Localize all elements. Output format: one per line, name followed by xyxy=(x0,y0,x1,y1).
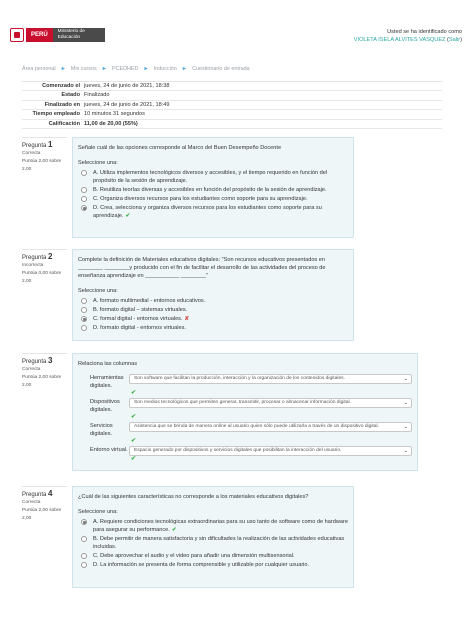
question-number: 4 xyxy=(48,489,53,498)
summary-value: jueves, 24 de junio de 2021, 18:49 xyxy=(84,101,170,108)
radio-button-selected[interactable] xyxy=(81,519,87,525)
radio-button[interactable] xyxy=(81,196,87,202)
user-info: Usted se ha identificado como VIOLETA ISELA ALVITES VASQUEZ (Salir) xyxy=(353,29,462,43)
page-header xyxy=(0,0,474,62)
correct-check-icon: ✔ xyxy=(171,527,177,533)
breadcrumb-separator-icon: ► xyxy=(101,66,108,72)
question-label: Pregunta xyxy=(22,143,47,149)
shield-icon xyxy=(10,28,24,42)
answer-option[interactable] xyxy=(78,306,348,314)
chevron-down-icon: ⌄ xyxy=(403,400,408,406)
summary-value: Finalizado xyxy=(84,92,110,99)
answer-option[interactable] xyxy=(78,535,348,551)
question-text: Señale cuál de las opciones corresponde al Marco del Buen Desempeño Docente xyxy=(78,145,282,151)
summary-key: Comenzado el xyxy=(42,83,80,89)
breadcrumb-item[interactable]: Cuestionario de entrada xyxy=(192,66,250,72)
summary-key: Finalizado en xyxy=(44,101,80,108)
summary-row xyxy=(22,110,442,119)
option-text: D. La información se presenta de forma comprensible y utilizable por cualquier usuario. xyxy=(93,562,310,568)
question-label: Pregunta xyxy=(22,255,47,261)
match-select[interactable] xyxy=(129,374,412,384)
select-label: Seleccione una: xyxy=(78,160,118,166)
incorrect-x-icon: ✘ xyxy=(184,316,190,322)
chevron-down-icon: ⌄ xyxy=(403,448,408,454)
question-score: Puntúa 2,00 sobre 2,00 xyxy=(22,375,62,388)
radio-button[interactable] xyxy=(81,325,87,331)
question-info xyxy=(22,353,67,390)
select-label: Seleccione una: xyxy=(78,509,118,515)
correct-check-icon: ✔ xyxy=(131,414,137,420)
match-select[interactable] xyxy=(129,422,412,432)
minedu-logo[interactable] xyxy=(10,28,105,42)
answer-option[interactable] xyxy=(78,204,348,220)
match-label: Dispositivos digitales. xyxy=(90,399,120,413)
question-content xyxy=(72,137,354,238)
radio-button[interactable] xyxy=(81,307,87,313)
question-status: Correcta xyxy=(22,367,41,372)
question-content xyxy=(72,486,354,588)
correct-check-icon: ✔ xyxy=(131,438,137,444)
answer-option[interactable] xyxy=(78,186,348,194)
option-text: B. Reutiliza teorías diversas y accesibles en función del propósito de la sesión de aprendizaje. xyxy=(93,187,327,193)
match-row xyxy=(78,398,412,414)
attempt-summary xyxy=(22,81,442,129)
match-row xyxy=(78,374,412,390)
summary-key: Calificación xyxy=(48,120,80,127)
match-row xyxy=(78,446,412,456)
answer-option[interactable] xyxy=(78,518,348,534)
user-name-link[interactable]: VIOLETA ISELA ALVITES VASQUEZ xyxy=(353,37,446,43)
breadcrumb-item[interactable]: Inducción xyxy=(153,66,177,72)
match-select[interactable] xyxy=(129,446,412,456)
radio-button[interactable] xyxy=(81,562,87,568)
option-text: A. Requiere condiciones tecnológicas extraordinarias para su uso tanto de software como de hardware para asegurar su performance. xyxy=(93,519,348,533)
logout-link[interactable]: Salir xyxy=(448,37,461,43)
radio-button[interactable] xyxy=(81,298,87,304)
chevron-down-icon: ⌄ xyxy=(403,376,408,382)
radio-button-selected[interactable] xyxy=(81,316,87,322)
question-number: 3 xyxy=(48,356,53,365)
select-label: Seleccione una: xyxy=(78,288,118,294)
breadcrumb-separator-icon: ► xyxy=(181,66,188,72)
match-select[interactable] xyxy=(129,398,412,408)
match-label: Entorno virtual. xyxy=(90,447,128,453)
radio-button[interactable] xyxy=(81,536,87,542)
question-label: Pregunta xyxy=(22,359,47,365)
question-status: Incorrecta xyxy=(22,263,44,268)
answer-option[interactable] xyxy=(78,315,348,323)
option-text: A. Utiliza implementos tecnológicos diversos y accesibles, y el tiempo requerido en función del propósito de la sesión de aprendizaje. xyxy=(93,170,328,184)
match-label: Servicios digitales. xyxy=(90,423,113,437)
question-content xyxy=(72,249,354,341)
summary-key: Estado xyxy=(61,92,80,99)
question-number: 1 xyxy=(48,140,53,149)
option-text: C. formal digital - entornos virtuales. xyxy=(93,316,183,322)
question-status: Correcta xyxy=(22,151,41,156)
question-number: 2 xyxy=(48,252,53,261)
question-info xyxy=(22,486,67,523)
option-text: D. formato digital - entornos virtuales. xyxy=(93,325,186,331)
option-text: C. Organiza diversos recursos para los estudiantes como soporte para su aprendizaje. xyxy=(93,196,308,202)
question-content xyxy=(72,353,418,471)
question-status: Correcta xyxy=(22,500,41,505)
match-select-value: Son software que facilitan la producción, interacción y la organización de los contenidos digitales. xyxy=(134,376,345,381)
breadcrumb xyxy=(22,66,250,72)
answer-option[interactable] xyxy=(78,195,348,203)
match-select-value: Espacio generado por dispositivos y servicios digitales que posibilitan la interacción del usuario. xyxy=(134,448,342,453)
summary-key: Tiempo empleado xyxy=(32,111,80,118)
breadcrumb-item[interactable]: PCEDHED xyxy=(112,66,139,72)
breadcrumb-separator-icon: ► xyxy=(143,66,149,72)
summary-row xyxy=(22,120,442,129)
summary-row xyxy=(22,82,442,91)
question-info xyxy=(22,249,67,286)
question-label: Pregunta xyxy=(22,492,47,498)
option-text: C. Debe aprovechar el audio y el video para añadir una dimensión multisensorial. xyxy=(93,553,295,559)
option-text: B. formato digital – sistemas virtuales. xyxy=(93,307,188,313)
question-text: Complete la definición de Materiales educativos digitales: "Son recursos educativos presentados en ________ ________y producido con el fin de facilitar el desarrollo de las actividades del proceso de enseñanza aprendizaje en ___________ ________" xyxy=(78,257,326,279)
answer-option[interactable] xyxy=(78,552,348,560)
question-text: Relaciona las columnas xyxy=(78,361,138,367)
question-score: Puntúa 2,00 sobre 2,00 xyxy=(22,508,62,521)
radio-button[interactable] xyxy=(81,553,87,559)
chevron-down-icon: ⌄ xyxy=(403,424,408,430)
radio-button-selected[interactable] xyxy=(81,205,87,211)
summary-value: 11,00 de 20,00 (55%) xyxy=(84,120,138,127)
question-text: ¿Cuál de las siguientes características no corresponde a los materiales educativos digitales? xyxy=(78,494,309,500)
breadcrumb-separator-icon: ► xyxy=(60,66,66,72)
summary-value: 10 minutos 31 segundos xyxy=(84,111,145,118)
summary-row xyxy=(22,91,442,100)
correct-check-icon: ✔ xyxy=(131,390,137,396)
match-select-value: Son medios tecnológicos que permiten generar, transmitir, procesar o almacenar información digital. xyxy=(134,400,351,405)
option-text: A. formato multimedial - entornos educativos. xyxy=(93,298,206,304)
match-select-value: Asistencia que se brinda de manera online al usuario quien sólo puede utilizarla a través de un dispositivo digital. xyxy=(134,424,379,429)
radio-button[interactable] xyxy=(81,187,87,193)
brand-ministry: Ministerio de Educación xyxy=(53,28,105,42)
answer-option[interactable] xyxy=(78,297,348,305)
answer-option[interactable] xyxy=(78,324,348,332)
question-info xyxy=(22,137,67,174)
breadcrumb-item[interactable]: Área personal xyxy=(22,66,56,72)
match-row xyxy=(78,422,412,438)
brand-country: PERÚ xyxy=(26,28,53,42)
radio-button[interactable] xyxy=(81,170,87,176)
breadcrumb-item[interactable]: Mis cursos xyxy=(70,66,97,72)
correct-check-icon: ✔ xyxy=(131,456,137,462)
option-text: B. Debe permitir de manera satisfactoria y sin dificultades la realización de las actividades educativas incluidas. xyxy=(93,536,345,550)
user-identified-text: Usted se ha identificado como xyxy=(387,29,462,35)
summary-row xyxy=(22,101,442,110)
question-score: Puntúa 2,00 sobre 2,00 xyxy=(22,159,62,172)
answer-option[interactable] xyxy=(78,561,348,569)
question-score: Puntúa 0,00 sobre 2,00 xyxy=(22,271,62,284)
match-label: Herramientas digitales. xyxy=(90,375,124,389)
summary-value: jueves, 24 de junio de 2021, 18:38 xyxy=(84,83,170,89)
option-text: D. Crea, selecciona y organiza diversos recursos para los estudiantes como soporte para su aprendizaje. xyxy=(93,205,322,219)
correct-check-icon: ✔ xyxy=(125,213,131,219)
answer-option[interactable] xyxy=(78,169,348,185)
